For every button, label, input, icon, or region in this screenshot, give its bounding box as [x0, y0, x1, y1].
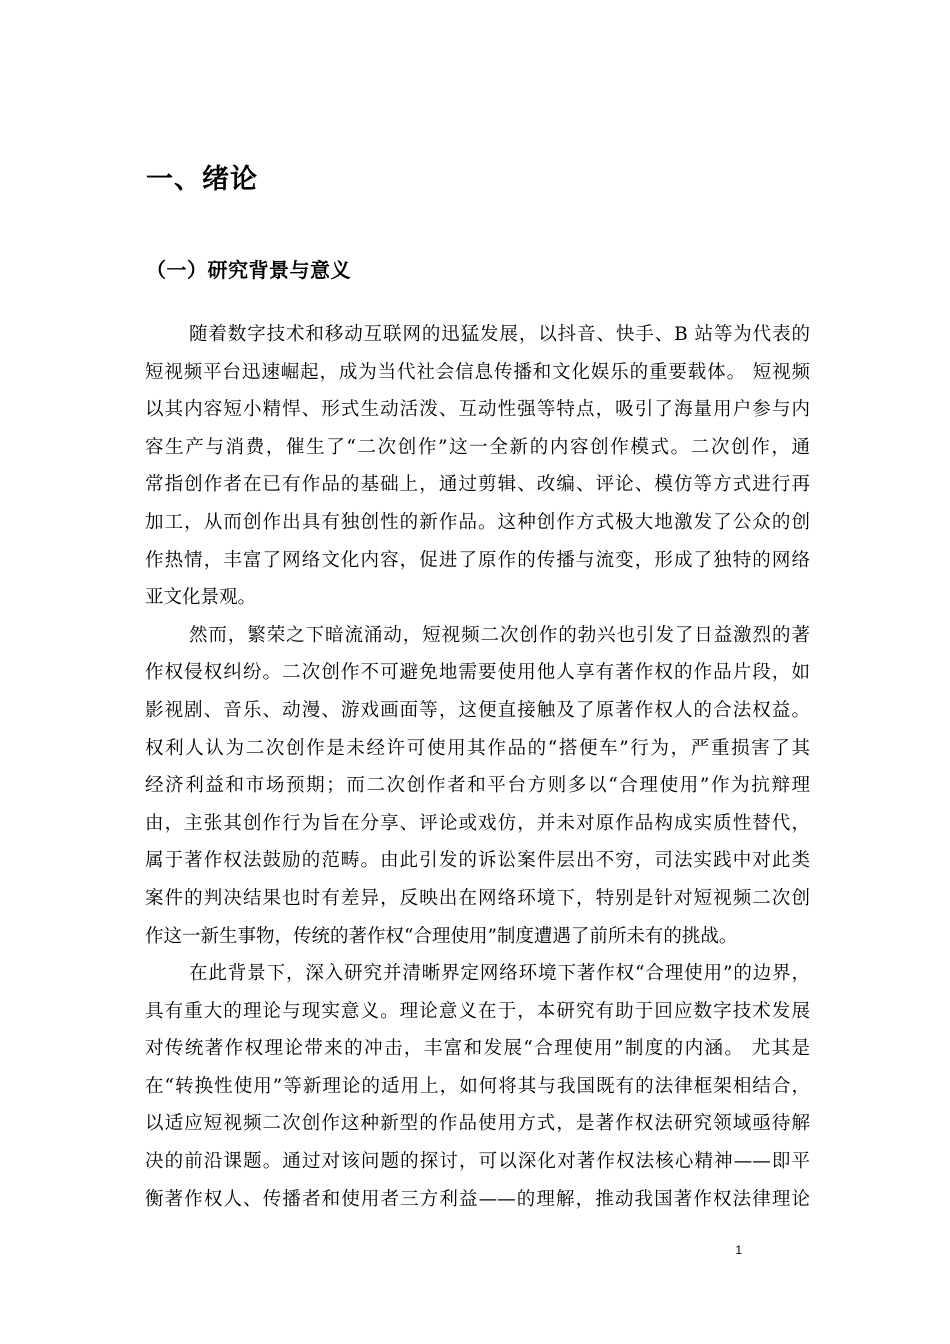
- paragraph-1-line: 短视频平台迅速崛起，成为当代社会信息传播和文化娱乐的重要载体。 短视频: [145, 361, 810, 383]
- paragraph-3-line: 对传统著作权理论带来的冲击，丰富和发展“合理使用”制度的内涵。 尤其是: [145, 1038, 810, 1060]
- paragraph-1-line: 随着数字技术和移动互联网的迅猛发展，以抖音、快手、B 站等为代表的: [189, 324, 810, 345]
- paragraph-1-line: 亚文化景观。: [145, 587, 257, 609]
- paragraph-2-line: 影视剧、音乐、动漫、游戏画面等，这便直接触及了原著作权人的合法权益。: [145, 699, 810, 721]
- paragraph-2-line: 权利人认为二次创作是未经许可使用其作品的“搭便车”行为，严重损害了其: [145, 737, 810, 759]
- paragraph-2-line: 然而，繁荣之下暗流涌动，短视频二次创作的勃兴也引发了日益激烈的著: [189, 624, 810, 646]
- paragraph-3-line: 在此背景下，深入研究并清晰界定网络环境下著作权“合理使用”的边界，: [189, 963, 810, 985]
- paragraph-3-line: 在“转换性使用”等新理论的适用上，如何将其与我国既有的法律框架相结合，: [145, 1075, 810, 1097]
- page-number: 1: [735, 1243, 742, 1257]
- paragraph-1-line: 常指创作者在已有作品的基础上，通过剪辑、改编、评论、模仿等方式进行再: [145, 474, 810, 496]
- paragraph-2-line: 作权侵权纠纷。二次创作不可避免地需要使用他人享有著作权的作品片段，如: [145, 662, 810, 684]
- paragraph-2-line: 经济利益和市场预期；而二次创作者和平台方则多以“合理使用”作为抗辩理: [145, 775, 810, 797]
- body-text: [145, 316, 810, 1218]
- chapter-heading: 一、绪论: [146, 164, 258, 195]
- paragraph-1-line: 作热情，丰富了网络文化内容，促进了原作的传播与流变，形成了独特的网络: [145, 549, 810, 571]
- paragraph-3-line: 决的前沿课题。通过对该问题的探讨，可以深化对著作权法核心精神——即平: [145, 1151, 810, 1173]
- paragraph-2-line: 属于著作权法鼓励的范畴。由此引发的诉讼案件层出不穷，司法实践中对此类: [145, 850, 810, 872]
- paragraph-2-line: 由，主张其创作行为旨在分享、评论或戏仿，并未对原作品构成实质性替代，: [145, 812, 810, 834]
- paragraph-1-line: 加工，从而创作出具有独创性的新作品。这种创作方式极大地激发了公众的创: [145, 511, 810, 533]
- paragraph-3-line: 以适应短视频二次创作这种新型的作品使用方式，是著作权法研究领域亟待解: [145, 1113, 810, 1135]
- paragraph-1-line: 容生产与消费，催生了“二次创作”这一全新的内容创作模式。二次创作，通: [145, 436, 810, 458]
- paragraph-3-line: 具有重大的理论与现实意义。理论意义在于，本研究有助于回应数字技术发展: [145, 1000, 810, 1022]
- section-heading: （一）研究背景与意义: [146, 258, 351, 282]
- paragraph-1-line: 以其内容短小精悍、形式生动活泼、互动性强等特点，吸引了海量用户参与内: [145, 399, 810, 421]
- paragraph-3-line: 衡著作权人、传播者和使用者三方利益——的理解，推动我国著作权法律理论: [145, 1188, 810, 1210]
- paragraph-2-line: 案件的判决结果也时有差异，反映出在网络环境下，特别是针对短视频二次创: [145, 887, 810, 909]
- paragraph-2-line: 作这一新生事物，传统的著作权“合理使用”制度遭遇了前所未有的挑战。: [145, 925, 738, 947]
